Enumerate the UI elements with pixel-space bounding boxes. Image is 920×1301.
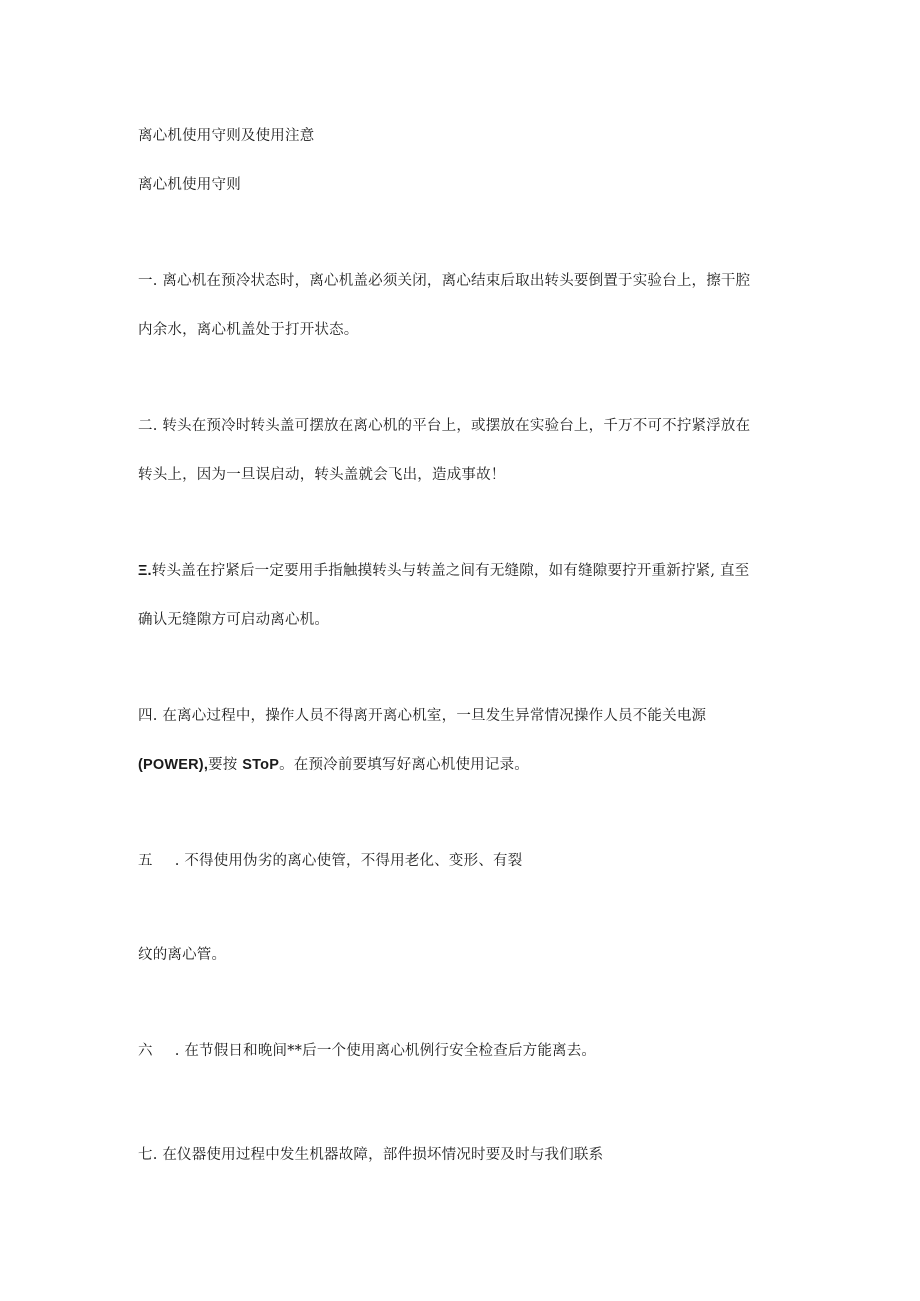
rule-4-line-1: 四. 在离心过程中，操作人员不得离开离心机室，一旦发生异常情况操作人员不能关电源 xyxy=(138,708,707,724)
rule-7-line-1: 七. 在仪器使用过程中发生机器故障，部件损坏情况时要及时与我们联系 xyxy=(138,1147,604,1163)
rule-3-text: 转头盖在拧紧后一定要用手指触摸转头与转盖之间有无缝隙，如有缝隙要拧开重新拧紧, 直至 xyxy=(151,563,750,579)
rule-2-line-2: 转头上，因为一旦误启动，转头盖就会飞出，造成事故！ xyxy=(138,467,506,483)
stop-label: SToP xyxy=(242,757,280,773)
rule-4-line-2 xyxy=(138,755,529,775)
rule-5-number: 五 xyxy=(138,853,153,869)
rule-5-text: . 不得使用伪劣的离心使管，不得用老化、变形、有裂 xyxy=(174,853,523,869)
rule-3-line-2: 确认无缝隙方可启动离心机。 xyxy=(138,612,330,628)
rule-6-number: 六 xyxy=(138,1043,153,1059)
rule-5-line-2: 纹的离心管。 xyxy=(138,947,227,963)
rule-3-line-1 xyxy=(138,561,749,581)
rule-1-line-1: 一. 离心机在预冷状态时，离心机盖必须关闭，离心结束后取出转头要倒置于实验台上，擦干腔 xyxy=(138,273,751,289)
rule-1-line-2: 内余水，离心机盖处于打开状态。 xyxy=(138,322,359,338)
press-text: 要按 xyxy=(208,757,238,773)
rule-2-line-1: 二. 转头在预冷时转头盖可摆放在离心机的平台上，或摆放在实验台上，千万不可不拧紧浮放在 xyxy=(138,418,751,434)
rule-4-rest: 。在预冷前要填写好离心机使用记录。 xyxy=(279,757,529,773)
rule-6-text: . 在节假日和晚间**后一个使用离心机例行安全检查后方能离去。 xyxy=(174,1043,597,1059)
rule-6-line-1 xyxy=(138,1041,596,1061)
power-label: (POWER), xyxy=(138,757,209,773)
rule-5-line-1 xyxy=(138,851,522,871)
rule-3-marker: Ξ. xyxy=(138,563,152,579)
section-heading: 离心机使用守则 xyxy=(138,177,241,193)
document-title: 离心机使用守则及使用注意 xyxy=(138,128,315,144)
